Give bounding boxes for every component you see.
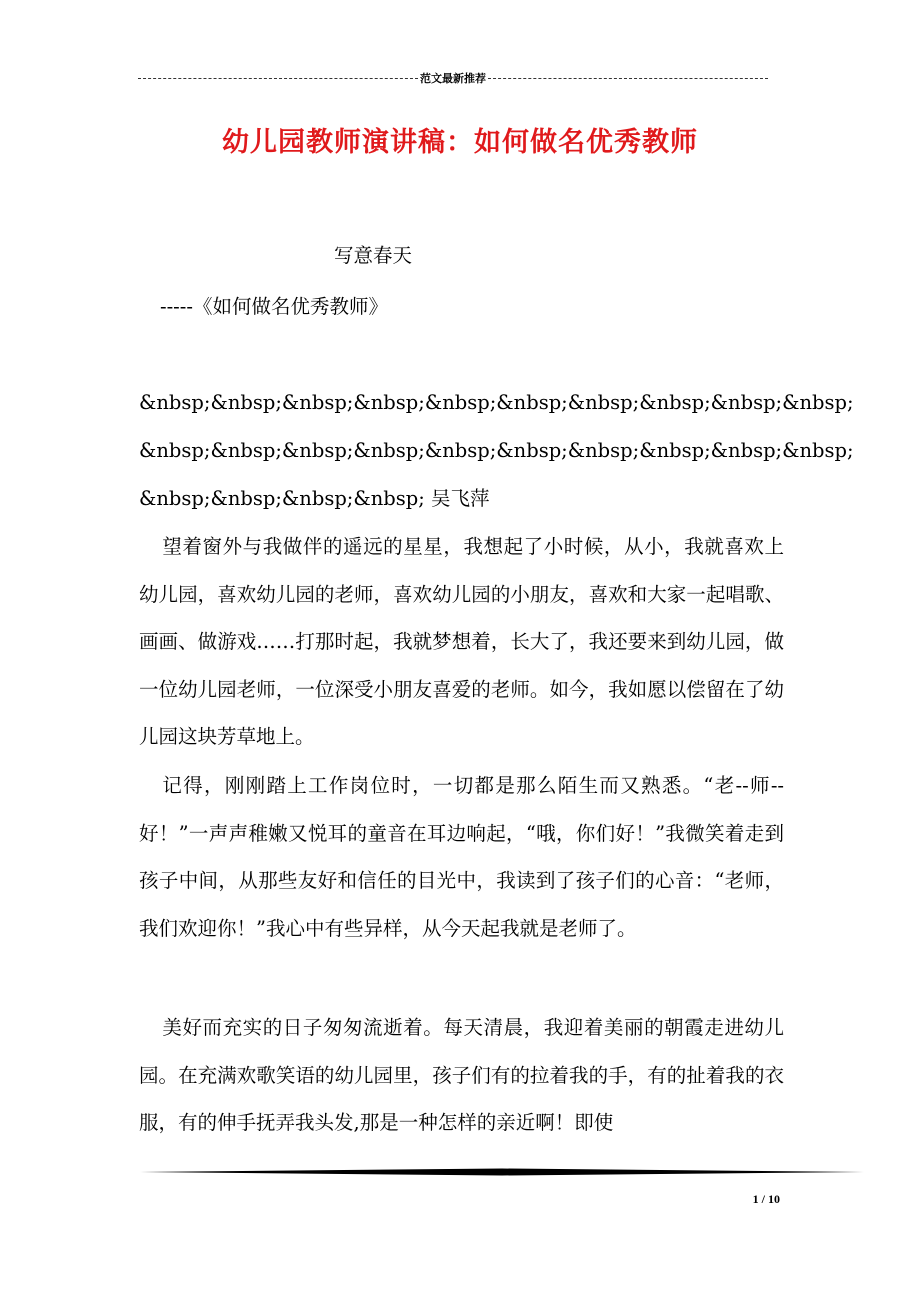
header-label: 范文最新推荐 bbox=[420, 73, 486, 85]
body-paragraph-1: 望着窗外与我做伴的遥远的星星，我想起了小时候，从小，我就喜欢上幼儿园，喜欢幼儿园的老师，喜欢幼儿园的小朋友，喜欢和大家一起唱歌、画画、做游戏……打那时起，我就梦想着，长大了，我还要来到幼儿园，做一位幼儿园老师，一位深受小朋友喜爱的老师。如今，我如愿以偿留在了幼儿园这块芳草地上。 bbox=[139, 535, 784, 749]
nbsp-line-3-author: &nbsp;&nbsp;&nbsp;&nbsp; 吴飞萍 bbox=[139, 487, 490, 510]
header-dash-right bbox=[488, 78, 768, 79]
body-paragraph-3: 美好而充实的日子匆匆流逝着。每天清晨，我迎着美丽的朝霞走进幼儿园。在充满欢歌笑语的幼儿园里，孩子们有的拉着我的手，有的扯着我的衣服，有的伸手抚弄我头发,那是一种怎样的亲近啊！即使 bbox=[139, 1016, 784, 1135]
page-header bbox=[138, 68, 768, 88]
nbsp-line-2: &nbsp;&nbsp;&nbsp;&nbsp;&nbsp;&nbsp;&nbsp;&nbsp;&nbsp;&nbsp; bbox=[139, 439, 854, 462]
nbsp-line-1: &nbsp;&nbsp;&nbsp;&nbsp;&nbsp;&nbsp;&nbsp;&nbsp;&nbsp;&nbsp; bbox=[139, 391, 854, 414]
body-paragraph-2: 记得，刚刚踏上工作岗位时，一切都是那么陌生而又熟悉。“老--师--好！”一声声稚嫩又悦耳的童音在耳边响起，“哦，你们好！”我微笑着走到孩子中间，从那些友好和信任的目光中，我读到了孩子们的心音：“老师，我们欢迎你！”我心中有些异样，从今天起我就是老师了。 bbox=[139, 774, 784, 940]
page-number: 1 / 10 bbox=[752, 1192, 780, 1206]
header-dash-left bbox=[138, 78, 418, 79]
subtitle-work: -----《如何做名优秀教师》 bbox=[160, 295, 388, 318]
footer-rule bbox=[140, 1168, 864, 1176]
footer-rule-shape bbox=[140, 1169, 864, 1176]
subtitle-author: 写意春天 bbox=[334, 244, 413, 267]
document-title: 幼儿园教师演讲稿：如何做名优秀教师 bbox=[222, 127, 698, 158]
